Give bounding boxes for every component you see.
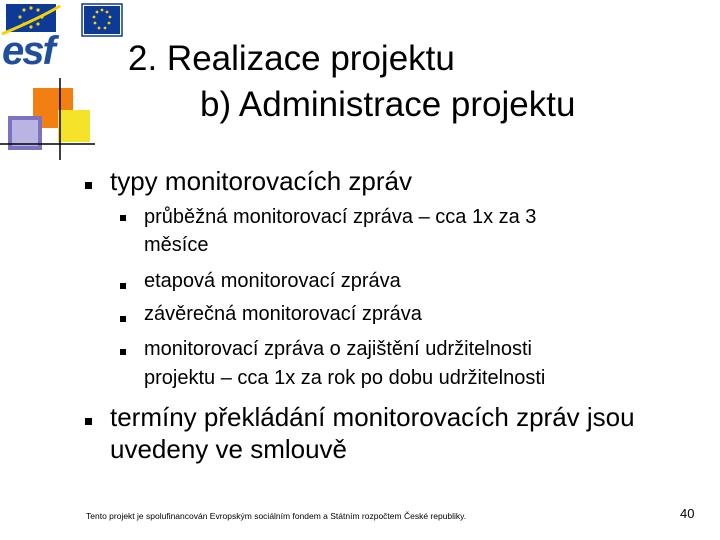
bullet-text-cont: uvedeny ve smlouvě	[110, 434, 348, 464]
bullet-text: typy monitorovacích zpráv	[110, 166, 413, 196]
title-line-2: b) Administrace projektu	[200, 85, 576, 124]
decorative-squares	[0, 70, 95, 165]
eu-flag-icon	[0, 0, 125, 70]
sub-bullet-text-cont: měsíce	[144, 234, 209, 256]
sub-bullet-text: etapová monitorovací zpráva	[144, 270, 401, 292]
footer-note: Tento projekt je spolufinancován Evropským sociálním fondem a Státním rozpočtem České republiky.	[86, 511, 467, 521]
esf-logo-area	[0, 0, 125, 70]
bullet-marker	[85, 418, 92, 425]
sub-bullet-marker	[120, 316, 126, 322]
bullet-text: termíny překládání monitorovacích zpráv jsou	[110, 402, 635, 432]
sub-bullet-text: průběžná monitorovací zpráva – cca 1x za 3	[144, 206, 537, 228]
sub-bullet-marker	[120, 215, 126, 221]
sub-bullet-text: monitorovací zpráva o zajištění udržitelnosti	[144, 338, 532, 360]
bullet-marker	[85, 182, 92, 189]
title-line-1: 2. Realizace projektu	[128, 39, 455, 78]
sub-bullet-text-cont: projektu – cca 1x za rok po dobu udržitelnosti	[144, 367, 546, 389]
sub-bullet-marker	[120, 283, 126, 289]
page-number: 40	[680, 506, 695, 521]
esf-wordmark: esf	[2, 29, 54, 70]
sub-bullet-text: závěrečná monitorovací zpráva	[144, 303, 422, 325]
sub-bullet-marker	[120, 349, 126, 355]
